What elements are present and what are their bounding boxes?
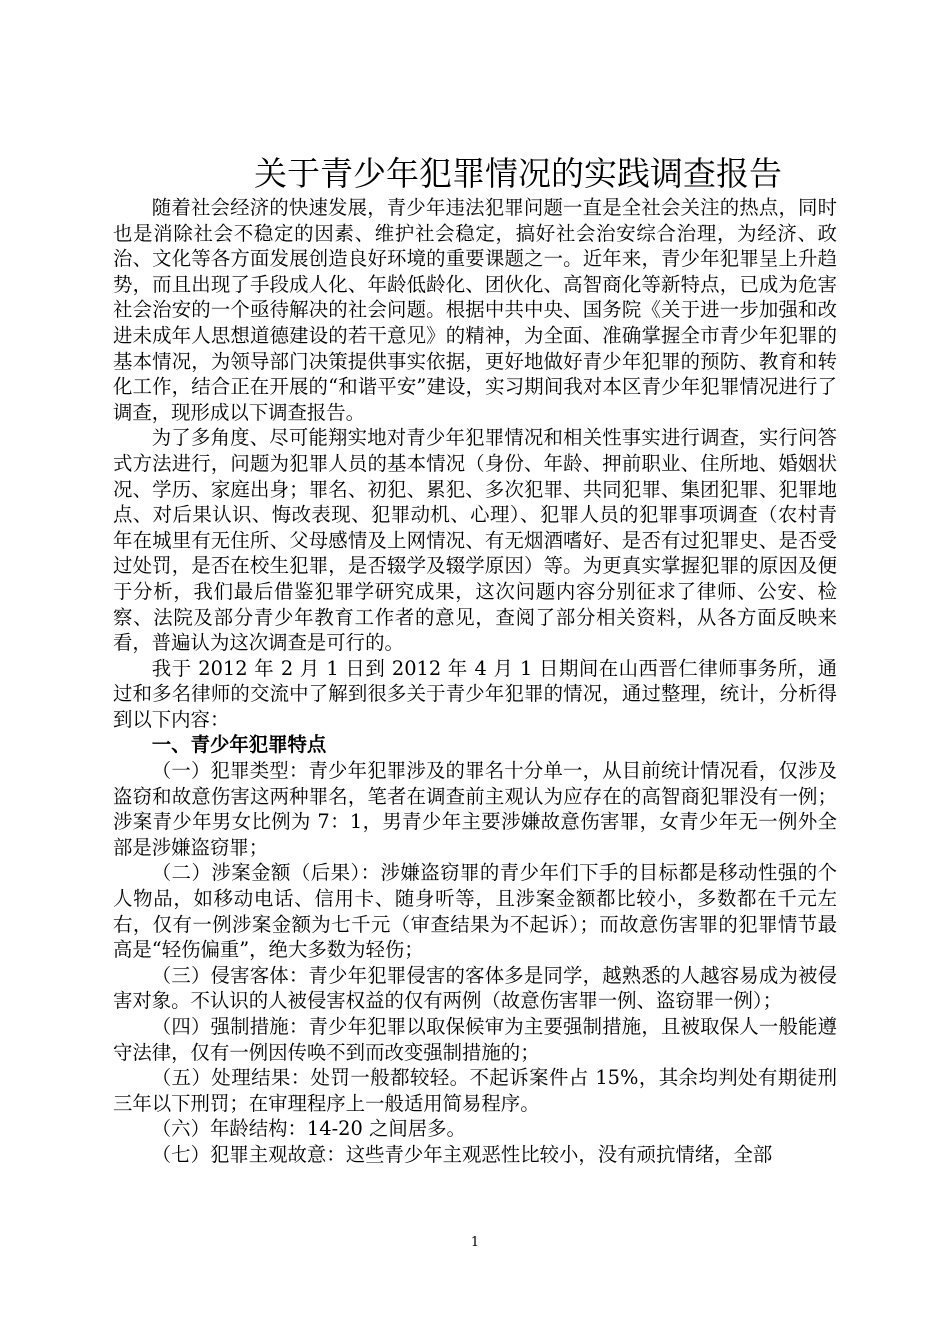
- list-item-intent: （七）犯罪主观故意：这些青少年主观恶性比较小，没有顽抗情绪，全部: [151, 1142, 773, 1166]
- period-paragraph: 我于 2012 年 2 月 1 日到 2012 年 4 月 1 日期间在山西晋仁律师事务所，通过和多名律师的交流中了解到很多关于青少年犯罪的情况，通过整理，统计，分析得到以下内容：: [113, 656, 837, 731]
- list-item-measures: （四）强制措施：青少年犯罪以取保候审为主要强制措施，且被取保人一般能遵守法律，仅有一例因传唤不到而改变强制措施的；: [113, 1015, 837, 1064]
- document-title: 关于青少年犯罪情况的实践调查报告: [254, 154, 782, 193]
- list-item-age: （六）年龄结构：14-20 之间居多。: [151, 1117, 466, 1141]
- list-item-victim: （三）侵害客体：青少年犯罪侵害的客体多是同学，越熟悉的人越容易成为被侵害对象。不认识的人被侵害权益的仅有两例（故意伤害罪一例、盗窃罪一例）；: [113, 963, 837, 1013]
- list-item-crime-type: （一）犯罪类型：青少年犯罪涉及的罪名十分单一，从目前统计情况看，仅涉及盗窃和故意伤害这两种罪名，笔者在调查前主观认为应存在的高智商犯罪没有一例；涉案青少年男女比例为 7：1，男青少年主要涉嫌故意伤害罪，女青少年无一例外全部是涉嫌盗窃罪；: [113, 759, 837, 859]
- list-item-amount: （二）涉案金额（后果）：涉嫌盗窃罪的青少年们下手的目标都是移动性强的个人物品，如移动电话、信用卡、随身听等，且涉案金额都比较小，多数都在千元左右，仅有一例涉案金额为七千元（审查结果为不起诉）；而故意伤害罪的犯罪情节最高是“轻伤偏重”，绝大多数为轻伤；: [113, 861, 837, 962]
- list-item-result: （五）处理结果：处罚一般都较轻。不起诉案件占 15%，其余均判处有期徒刑三年以下刑罚；在审理程序上一般适用简易程序。: [113, 1066, 837, 1115]
- section-heading: 一、青少年犯罪特点: [151, 733, 327, 757]
- method-paragraph: 为了多角度、尽可能翔实地对青少年犯罪情况和相关性事实进行调查，实行问答式方法进行，问题为犯罪人员的基本情况（身份、年龄、押前职业、住所地、婚姻状况、学历、家庭出身；罪名、初犯、累犯、多次犯罪、共同犯罪、集团犯罪、犯罪地点、对后果认识、悔改表现、犯罪动机、心理）、犯罪人员的犯罪事项调查（农村青年在城里有无住所、父母感情及上网情况、有无烟酒嗜好、是否有过犯罪史、是否受过处罚，是否在校生犯罪，是否辍学及辍学原因）等。为更真实掌握犯罪的原因及便于分析，我们最后借鉴犯罪学研究成果，这次问题内容分别征求了律师、公安、检察、法院及部分青少年教育工作者的意见，查阅了部分相关资料，从各方面反映来看，普遍认为这次调查是可行的。: [113, 426, 837, 655]
- intro-paragraph: 随着社会经济的快速发展，青少年违法犯罪问题一直是全社会关注的热点，同时也是消除社会不稳定的因素、维护社会稳定，搞好社会治安综合治理，为经济、政治、文化等各方面发展创造良好环境的重要课题之一。近年来，青少年犯罪呈上升趋势，而且出现了手段成人化、年龄低龄化、团伙化、高智商化等新特点，已成为危害社会治安的一个亟待解决的社会问题。根据中共中央、国务院《关于进一步加强和改进未成年人思想道德建设的若干意见》的精神，为全面、准确掌握全市青少年犯罪的基本情况，为领导部门决策提供事实依据，更好地做好青少年犯罪的预防、教育和转化工作，结合正在开展的“和谐平安”建设，实习期间我对本区青少年犯罪情况进行了调查，现形成以下调查报告。: [113, 196, 837, 424]
- page-number: 1: [470, 1235, 480, 1250]
- document-body: [113, 195, 837, 1168]
